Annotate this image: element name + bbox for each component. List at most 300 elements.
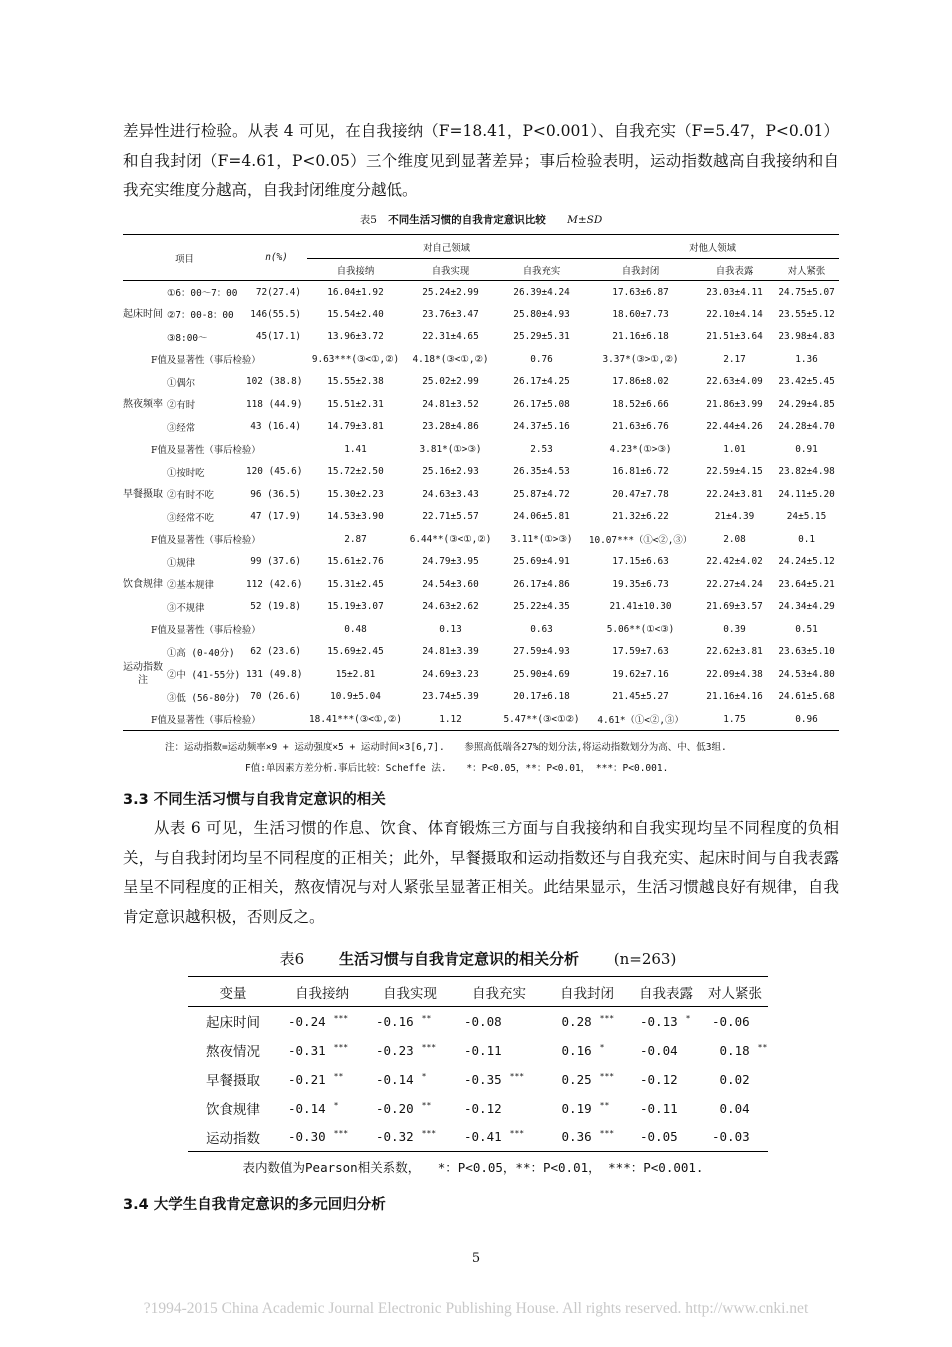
table5-cell: 24.28±4.70	[778, 421, 835, 433]
table6-cell	[702, 1123, 768, 1152]
table5-cell: 25.87±4.72	[513, 488, 570, 500]
table5-f-value: 5.06**(①<③)	[606, 623, 675, 635]
table6-coefficient: -0.14	[376, 1071, 414, 1087]
table6-coefficient: -0.05	[640, 1129, 678, 1145]
table5-row	[123, 573, 839, 596]
table6-coefficient: 0.04	[712, 1100, 750, 1116]
table5-n: 131 (49.8)	[246, 668, 303, 680]
table6-significance: ***	[599, 1129, 615, 1139]
table6-caption	[188, 948, 768, 969]
table6-cell	[544, 1065, 630, 1094]
table6-cell	[278, 1007, 366, 1036]
table5-level: ①6：00～7：00	[167, 288, 238, 299]
table5-cell: 22.44±4.26	[706, 421, 763, 433]
table5-cell: 21.51±3.64	[706, 331, 763, 343]
table6-coefficient: 0.28	[554, 1013, 592, 1029]
table5-cell: 17.15±6.63	[612, 556, 669, 568]
table5-f-value: 4.18*(③<①,②)	[412, 353, 489, 365]
table5-row	[123, 393, 839, 416]
table6-variable: 起床时间	[206, 1015, 260, 1032]
table6-cell	[544, 1123, 630, 1152]
table6-sample-size: (n=263)	[613, 950, 677, 968]
table5-f-value: 6.44**(③<①,②)	[409, 533, 492, 545]
table6-col-header: 对人紧张	[702, 977, 768, 1007]
table5-cell: 27.59±4.93	[513, 646, 570, 658]
table5-row	[123, 416, 839, 439]
table5-cell: 15.72±2.50	[327, 466, 384, 478]
table5-cell: 19.35±6.73	[612, 578, 669, 590]
table6-cell	[366, 1036, 454, 1065]
table5-f-row	[123, 438, 839, 461]
table5-col-header: 自我接纳	[307, 259, 404, 281]
table6-significance: *	[599, 1042, 605, 1052]
table5-f-value: 0.13	[439, 623, 462, 635]
table5-cell: 22.10±4.14	[706, 308, 763, 320]
table5-category: 起床时间	[123, 309, 163, 320]
table6-cell	[366, 1065, 454, 1094]
table5-n: 118 (44.9)	[246, 398, 303, 410]
table5-cell: 17.86±8.02	[612, 376, 669, 388]
table5-number: 表5	[359, 214, 377, 226]
table5-f-row	[123, 708, 839, 731]
table6-significance: *	[421, 1071, 427, 1081]
table5-cell: 21.41±10.30	[609, 601, 672, 613]
table5-cell: 15.31±2.45	[327, 578, 384, 590]
table5-level: ③不规律	[167, 602, 205, 614]
table6-title: 生活习惯与自我肯定意识的相关分析	[338, 950, 579, 968]
table5-cell: 26.17±4.86	[513, 578, 570, 590]
table5-n: 112 (42.6)	[246, 578, 303, 590]
table5-cell: 22.63±4.09	[706, 376, 763, 388]
table6-row	[188, 1065, 768, 1094]
table5-f-value: 4.23*(①>③)	[609, 443, 672, 455]
table5-f-row	[123, 348, 839, 371]
table5-category: 饮食规律	[123, 578, 163, 590]
table6	[188, 976, 768, 1152]
table5-cell: 23.03±4.11	[706, 286, 763, 298]
table5-cell: 21.69±3.57	[706, 601, 763, 613]
table6-significance: ***	[333, 1013, 349, 1023]
table5-cell: 10.9±5.04	[330, 691, 381, 703]
table5-header-n: n(%)	[246, 235, 307, 281]
table5-cell: 19.62±7.16	[612, 668, 669, 680]
table5-f-value: 9.63***(③<①,②)	[311, 353, 400, 365]
page-number: 5	[471, 1251, 481, 1266]
table5-cell: 15.69±2.45	[327, 646, 384, 658]
table6-coefficient: 0.19	[554, 1100, 592, 1116]
table5-cell: 26.39±4.24	[513, 286, 570, 298]
table6-cell	[278, 1123, 366, 1152]
table5-f-value: 3.11*(①>③)	[510, 533, 573, 545]
table5-cell: 26.35±4.53	[513, 466, 570, 478]
table5-col-header: 自我充实	[497, 259, 586, 281]
table5-note-1b: 参照高低端各27%的划分法,将运动指数划分为高、中、低3组.	[464, 742, 727, 753]
table5-level: ②中 (41-55分)	[167, 670, 241, 682]
table5-note-1	[165, 739, 741, 753]
table5-n: 47 (17.9)	[250, 511, 302, 523]
table5-level: ②7：00-8：00	[167, 310, 234, 322]
table5-row	[123, 281, 839, 304]
table5-level: ②有时	[167, 400, 196, 412]
table5-cell: 23.76±3.47	[422, 308, 479, 320]
table5-cell: 24.69±3.23	[422, 668, 479, 680]
table5-level: ③低 (56-80分)	[167, 692, 241, 704]
table5-cell: 24.24±5.12	[778, 556, 835, 568]
table6-significance: **	[333, 1071, 344, 1081]
table6-significance: ***	[421, 1129, 437, 1139]
table5-cell: 15.51±2.31	[327, 398, 384, 410]
table5-cell: 24.63±3.43	[422, 488, 479, 500]
table5-cell: 24.06±5.81	[513, 511, 570, 523]
table6-coefficient: -0.23	[376, 1042, 414, 1058]
table6-significance: ***	[599, 1071, 615, 1081]
table5-cell: 18.60±7.73	[612, 308, 669, 320]
table6-significance: **	[421, 1100, 432, 1110]
table5-level: ①高 (0-40分)	[167, 647, 235, 659]
table5-f-value: 0.91	[795, 443, 818, 455]
table5-f-value: 3.37*(③>①,②)	[602, 353, 679, 365]
table5-cell: 21.16±4.16	[706, 691, 763, 703]
table5-n: 146(55.5)	[250, 308, 302, 320]
table5-cell: 22.27±4.24	[706, 578, 763, 590]
table6-variable: 运动指数	[188, 1123, 278, 1152]
table5-header-others-domain: 对他人领域	[586, 235, 839, 259]
table6-coefficient: -0.11	[464, 1042, 502, 1058]
table5-level: ③8:00～	[167, 332, 208, 344]
table5-cell: 15±2.81	[335, 668, 376, 680]
table5-f-value: 0.1	[798, 533, 815, 545]
table6-coefficient: -0.12	[640, 1071, 678, 1087]
table5-cell: 21±4.39	[714, 511, 755, 523]
table5-col-header: 对人紧张	[774, 259, 839, 281]
table5-cell: 16.81±6.72	[612, 466, 669, 478]
table5	[123, 234, 839, 731]
table5-row	[123, 596, 839, 619]
table5-cell: 17.59±7.63	[612, 646, 669, 658]
table5-cell: 24.37±5.16	[513, 421, 570, 433]
table5-cell: 23.28±4.86	[422, 421, 479, 433]
table6-coefficient: 0.02	[712, 1071, 750, 1087]
table5-cell: 15.54±2.40	[327, 308, 384, 320]
intro-paragraph: 差异性进行检验。从表 4 可见，在自我接纳（F=18.41，P<0.001）、自我充实（F=5.47，P<0.01）和自我封闭（F=4.61，P<0.05）三个维度见到显著差异；事后检验表明，运动指数越高自我接纳和自我充实维度分越高，自我封闭维度分越低。	[123, 122, 839, 199]
table5-category: 熬夜频率	[123, 398, 163, 410]
table5-row	[123, 641, 839, 664]
table5-cell: 24.79±3.95	[422, 556, 479, 568]
table6-cell	[366, 1007, 454, 1036]
table5-row	[123, 551, 839, 574]
table6-note	[188, 1158, 768, 1176]
table6-coefficient: 0.18	[712, 1042, 750, 1058]
table6-coefficient: -0.06	[712, 1013, 750, 1029]
table6-cell	[454, 1094, 544, 1123]
table6-row	[188, 1036, 768, 1065]
table5-cell: 23.82±4.98	[778, 466, 835, 478]
table6-col-header: 自我封闭	[544, 977, 630, 1007]
table6-coefficient: -0.20	[376, 1100, 414, 1116]
table5-stat: M±SD	[567, 214, 603, 226]
table6-col-header: 自我表露	[630, 977, 702, 1007]
table5-f-value: 1.41	[344, 443, 367, 455]
table5-cell: 24±5.15	[786, 511, 827, 523]
table6-note-a: 表内数值为Pearson相关系数，	[242, 1160, 421, 1175]
table6-cell	[702, 1007, 768, 1036]
table6-coefficient: -0.12	[464, 1100, 502, 1116]
table5-cell: 24.81±3.52	[422, 398, 479, 410]
table5-cell: 23.64±5.21	[778, 578, 835, 590]
table5-cell: 21.32±6.22	[612, 511, 669, 523]
table6-cell	[278, 1036, 366, 1065]
table6-cell	[544, 1007, 630, 1036]
table5-f-value: 5.47**(③<①②)	[497, 708, 586, 731]
table5-header-item: 项目	[123, 235, 246, 281]
table5-n: 62 (23.6)	[250, 646, 302, 658]
table5-category: 运动指数注	[123, 662, 163, 687]
table6-significance: ***	[333, 1129, 349, 1139]
table6-coefficient: -0.30	[288, 1129, 326, 1145]
table6-col-header: 变量	[188, 977, 278, 1007]
table5-cell: 23.42±5.45	[778, 376, 835, 388]
table5-cell: 16.04±1.92	[327, 286, 384, 298]
table5-cell: 22.24±3.81	[706, 488, 763, 500]
table6-significance: ***	[509, 1071, 525, 1081]
table5-note-2b: *：P<0.05，**：P<0.01， ***：P<0.001.	[466, 763, 669, 774]
table5-cell: 22.31±4.65	[422, 331, 479, 343]
table5-n: 52 (19.8)	[250, 601, 302, 613]
table5-cell: 15.55±2.38	[327, 376, 384, 388]
table5-f-label: F值及显著性（事后检验）	[123, 708, 307, 731]
table5-row	[123, 326, 839, 349]
table5-cell: 25.22±4.35	[513, 601, 570, 613]
table6-cell	[366, 1094, 454, 1123]
table5-cell: 25.16±2.93	[422, 466, 479, 478]
table6-cell	[544, 1094, 630, 1123]
table6-significance: ***	[333, 1042, 349, 1052]
table5-cell: 25.24±2.99	[422, 286, 479, 298]
table5-f-value: 2.08	[723, 533, 746, 545]
table5-col-header: 自我实现	[404, 259, 497, 281]
table6-coefficient: -0.11	[640, 1100, 678, 1116]
table5-level: ②基本规律	[167, 580, 214, 592]
table5-f-label: F值及显著性（事后检验）	[151, 625, 261, 637]
table5-level: ②有时不吃	[167, 490, 214, 502]
table6-cell	[630, 1036, 702, 1065]
table6-coefficient: -0.35	[464, 1071, 502, 1087]
table5-title: 不同生活习惯的自我肯定意识比较	[388, 214, 546, 226]
table6-cell	[454, 1123, 544, 1152]
table5-n: 96 (36.5)	[250, 488, 302, 500]
table5-col-header: 自我表露	[695, 259, 774, 281]
table6-number: 表6	[279, 950, 305, 968]
table5-cell: 25.02±2.99	[422, 376, 479, 388]
table5-cell: 26.17±5.08	[513, 398, 570, 410]
table5-cell: 21.45±5.27	[612, 691, 669, 703]
table6-row	[188, 1007, 768, 1036]
table5-row	[123, 506, 839, 529]
table5-n: 120 (45.6)	[246, 466, 303, 478]
section-3-3-heading: 3.3 不同生活习惯与自我肯定意识的相关	[123, 792, 386, 808]
table6-variable: 饮食规律	[206, 1102, 260, 1118]
table6-row	[188, 1094, 768, 1123]
table6-col-header: 自我实现	[366, 977, 454, 1007]
table5-row	[123, 303, 839, 326]
table5-cell: 21.63±6.76	[612, 421, 669, 433]
table5-cell: 25.69±4.91	[513, 556, 570, 568]
table6-coefficient: -0.08	[464, 1013, 502, 1029]
table6-cell	[630, 1007, 702, 1036]
table5-cell: 25.80±4.93	[513, 308, 570, 320]
table5-cell: 21.16±6.18	[612, 331, 669, 343]
table5-cell: 26.17±4.25	[513, 376, 570, 388]
table5-n: 99 (37.6)	[250, 556, 302, 568]
table6-significance: **	[599, 1100, 610, 1110]
table5-cell: 22.42±4.02	[706, 556, 763, 568]
table5-cell: 24.75±5.07	[778, 286, 835, 298]
table5-cell: 23.63±5.10	[778, 646, 835, 658]
table5-cell: 14.79±3.81	[327, 421, 384, 433]
table5-f-value: 10.07***（①<②,③）	[588, 535, 693, 547]
table5-cell: 24.54±3.60	[422, 578, 479, 590]
table5-cell: 22.62±3.81	[706, 646, 763, 658]
table5-cell: 17.63±6.87	[612, 286, 669, 298]
table5-cell: 18.52±6.66	[612, 398, 669, 410]
table6-coefficient: 0.16	[554, 1042, 592, 1058]
table5-f-value: 4.61*（①<②,③）	[586, 708, 695, 731]
table5-row	[123, 371, 839, 394]
table6-cell	[366, 1123, 454, 1152]
table5-level: ①偶尔	[167, 377, 196, 389]
table6-note-b: *：P<0.05，**：P<0.01， ***：P<0.001.	[437, 1160, 704, 1175]
table6-significance: **	[757, 1042, 768, 1052]
table5-f-value: 1.01	[723, 443, 746, 455]
table5-cell: 22.59±4.15	[706, 466, 763, 478]
table5-cell: 23.74±5.39	[422, 691, 479, 703]
table5-f-value: 2.17	[723, 353, 746, 365]
table5-cell: 24.81±3.39	[422, 646, 479, 658]
table5-n: 102 (38.8)	[246, 376, 303, 388]
table5-n: 70 (26.6)	[250, 691, 302, 703]
table5-cell: 13.96±3.72	[327, 331, 384, 343]
table5-level: ①规律	[167, 557, 196, 569]
table5-f-value: 1.75	[695, 708, 774, 731]
table6-coefficient: -0.32	[376, 1129, 414, 1145]
table6-cell	[454, 1007, 544, 1036]
table5-cell: 14.53±3.90	[327, 511, 384, 523]
table6-coefficient: -0.04	[640, 1042, 678, 1058]
table5-f-row	[123, 618, 839, 641]
table5-cell: 25.29±5.31	[513, 331, 570, 343]
table5-f-value: 0.48	[344, 623, 367, 635]
table5-level: ①按时吃	[167, 467, 205, 479]
table6-cell	[630, 1094, 702, 1123]
table5-n: 45(17.1)	[255, 331, 302, 343]
table5-cell: 24.63±2.62	[422, 601, 479, 613]
table6-significance: ***	[509, 1129, 525, 1139]
table5-row	[123, 483, 839, 506]
table5-cell: 24.53±4.80	[778, 668, 835, 680]
table5-cell: 22.71±5.57	[422, 511, 479, 523]
table5-cell: 15.61±2.76	[327, 556, 384, 568]
table6-cell	[630, 1065, 702, 1094]
table6-coefficient: -0.16	[376, 1013, 414, 1029]
table5-cell: 24.34±4.29	[778, 601, 835, 613]
table6-coefficient: -0.13	[640, 1013, 678, 1029]
table5-cell: 20.47±7.78	[612, 488, 669, 500]
table5-cell: 22.09±4.38	[706, 668, 763, 680]
section-3-4-heading: 3.4 大学生自我肯定意识的多元回归分析	[123, 1197, 386, 1213]
table5-category: 早餐摄取	[123, 488, 163, 500]
table5-f-value: 3.81*(①>③)	[419, 443, 482, 455]
table6-significance: **	[421, 1013, 432, 1023]
table5-cell: 21.86±3.99	[706, 398, 763, 410]
table5-note-1a: 注：运动指数=运动频率×9 + 运动强度×5 + 运动时间×3[6,7].	[165, 742, 445, 753]
table5-f-value: 2.87	[344, 533, 367, 545]
table5-col-header: 自我封闭	[586, 259, 695, 281]
table6-cell	[702, 1036, 768, 1065]
table5-n: 43 (16.4)	[250, 421, 302, 433]
table6-cell	[544, 1036, 630, 1065]
table5-note-2	[245, 760, 682, 774]
table5-cell: 25.90±4.69	[513, 668, 570, 680]
table6-cell	[278, 1065, 366, 1094]
table5-f-value: 18.41***(③<①,②)	[307, 708, 404, 731]
table6-coefficient: 0.25	[554, 1071, 592, 1087]
table5-f-value: 0.63	[530, 623, 553, 635]
table6-coefficient: -0.31	[288, 1042, 326, 1058]
table5-f-value: 1.12	[404, 708, 497, 731]
table6-coefficient: -0.14	[288, 1100, 326, 1116]
table6-cell	[702, 1065, 768, 1094]
table6-cell	[278, 1094, 366, 1123]
table5-row	[123, 663, 839, 686]
table5-f-row	[123, 528, 839, 551]
table6-coefficient: -0.03	[712, 1129, 750, 1145]
table5-row	[123, 461, 839, 484]
table6-significance: ***	[421, 1042, 437, 1052]
table5-f-value: 0.51	[795, 623, 818, 635]
table6-coefficient: -0.41	[464, 1129, 502, 1145]
table5-row	[123, 686, 839, 709]
table5-caption	[123, 212, 839, 227]
table5-cell: 24.61±5.68	[778, 691, 835, 703]
table5-f-value: 2.53	[530, 443, 553, 455]
table6-cell	[630, 1123, 702, 1152]
table5-level: ③经常不吃	[167, 512, 214, 524]
table6-cell	[454, 1065, 544, 1094]
table5-f-value: 0.39	[723, 623, 746, 635]
table5-f-label: F值及显著性（事后检验）	[151, 445, 261, 457]
table5-f-label: F值及显著性（事后检验）	[151, 535, 261, 547]
copyright-footer: ?1994-2015 China Academic Journal Electronic Publishing House. All rights reserved. http://www.cnki.net	[143, 1300, 809, 1317]
table5-f-value: 1.36	[795, 353, 818, 365]
paragraph-3-3: 从表 6 可见，生活习惯的作息、饮食、体育锻炼三方面与自我接纳和自我实现均呈不同程度的负相关，与自我封闭均呈不同程度的正相关；此外，早餐摄取和运动指数还与自我充实、起床时间与自我表露呈呈不同程度的正相关，熬夜情况与对人紧张呈显著正相关。此结果显示，生活习惯越良好有规律，自我肯定意识越积极，否则反之。	[123, 819, 839, 926]
table6-row	[188, 1123, 768, 1152]
table6-variable: 早餐摄取	[206, 1073, 260, 1089]
table5-cell: 23.55±5.12	[778, 308, 835, 320]
table5-cell: 20.17±6.18	[513, 691, 570, 703]
table5-note-2a: F值:单因素方差分析.事后比较：Scheffe 法.	[245, 763, 447, 774]
table6-coefficient: -0.24	[288, 1013, 326, 1029]
table5-cell: 24.11±5.20	[778, 488, 835, 500]
table5-n: 72(27.4)	[255, 286, 302, 298]
table5-header-self-domain: 对自己领域	[307, 235, 586, 259]
table5-cell: 15.30±2.23	[327, 488, 384, 500]
table5-f-value: 0.96	[774, 708, 839, 731]
table5-cell: 23.98±4.83	[778, 331, 835, 343]
table5-level: ③经常	[167, 422, 196, 434]
table5-f-value: 0.76	[530, 353, 553, 365]
table6-col-header: 自我接纳	[278, 977, 366, 1007]
table6-significance: ***	[599, 1013, 615, 1023]
